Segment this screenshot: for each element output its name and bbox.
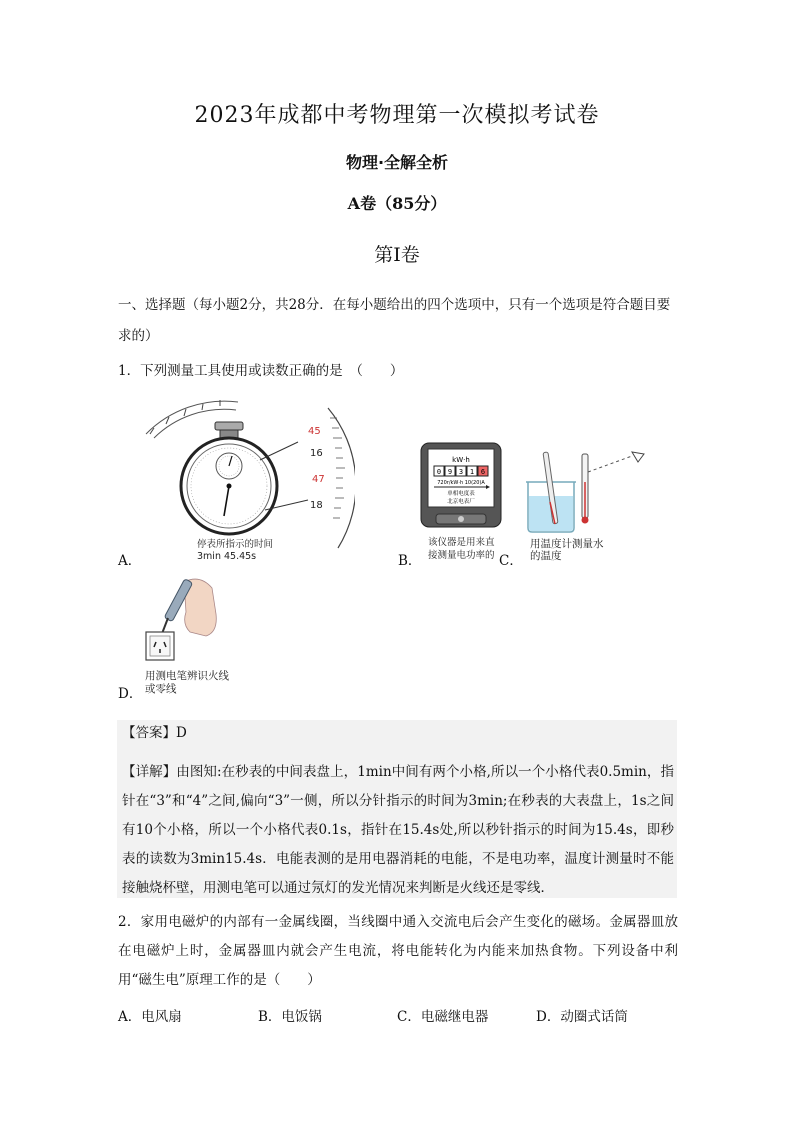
option-a-label: A． (118, 553, 142, 569)
answer-text: 【答案】D (122, 725, 187, 741)
volume-heading: 第Ⅰ卷 (374, 244, 420, 266)
section-heading: 一、选择题（每小题2分，共28分．在每小题给出的四个选项中，只有一个选项是符合题目要求的） (118, 297, 671, 344)
scale-label-2: 16 (310, 448, 323, 459)
part-heading: A卷（85分） (347, 194, 447, 213)
option-d-caption-2: 或零线 (145, 683, 177, 695)
question-1-stem: 1．下列测量工具使用或读数正确的是 （ ） (118, 363, 404, 379)
meter-digit: 9 (447, 468, 453, 476)
option-a-caption-2: 3min 45.45s (197, 551, 257, 562)
meter-rating: 720r/kW·h 10(20)A (437, 480, 485, 486)
meter-digit: 0 (436, 468, 442, 476)
option-c-label: C． (499, 553, 523, 569)
question-2-option-c: C．电磁继电器 (397, 1009, 489, 1025)
option-d-figure (138, 574, 228, 666)
option-b-caption-1: 该仪器是用来直 (428, 537, 495, 548)
page-subtitle: 物理·全解全析 (345, 153, 449, 172)
meter-digit: 6 (480, 468, 486, 476)
test-pen-illustration (138, 574, 228, 666)
meter-maker: 北京电表厂 (447, 499, 475, 505)
meter-digit: 3 (458, 468, 464, 476)
question-2-option-b: B．电饭锅 (258, 1009, 322, 1025)
option-c-caption-1: 用温度计测量水 (530, 538, 604, 550)
option-d-label: D． (118, 686, 143, 702)
explanation-text: 【详解】由图知:在秒表的中间表盘上，1min中间有两个小格,所以一个小格代表0.5min，指针在“3”和“4”之间,偏向“3”一侧，所以分针指示的时间为3min;在秒表的大表盘上，1s之间有10个小格，所以一个小格代表0.1s，指针在15.4s处,所以秒针指示的时间为15.4s，即秒表的读数为3min15.4s．电能表测的是用电器消耗的电能，不是电功率，温度计测量时不能接触烧杯壁，用测电笔可以通过氖灯的发光情况来判断是火线还是零线． (122, 764, 674, 896)
option-c-caption-2: 的温度 (530, 550, 562, 562)
meter-digit: 1 (469, 468, 475, 476)
page-title: 2023年成都中考物理第一次模拟考试卷 (194, 103, 600, 128)
option-b-figure (420, 442, 502, 534)
scale-label-1: 45 (308, 426, 321, 437)
option-c-figure (522, 442, 657, 534)
option-b-caption-2: 接测量电功率的 (428, 550, 495, 561)
question-2-option-d: D．动圈式话筒 (536, 1009, 628, 1025)
option-b-label: B． (398, 553, 422, 569)
option-d-caption-1: 用测电笔辨识火线 (145, 670, 229, 682)
question-2-option-a: A．电风扇 (118, 1009, 182, 1025)
scale-label-4: 18 (310, 500, 323, 511)
meter-type: 单相电度表 (447, 491, 475, 497)
scale-label-3: 47 (312, 474, 325, 485)
question-2-stem: 2．家用电磁炉的内部有一金属线圈，当线圈中通入交流电后会产生变化的磁场。金属器皿放在电磁炉上时，金属器皿内就会产生电流，将电能转化为内能来加热食物。下列设备中利用“磁生电”原理工作的是（ ） (118, 914, 678, 988)
option-a-caption-1: 停表所指示的时间 (197, 539, 274, 550)
beaker-thermometer-illustration (522, 442, 657, 534)
electric-meter-illustration (420, 442, 502, 534)
meter-unit: kW·h (452, 456, 470, 464)
